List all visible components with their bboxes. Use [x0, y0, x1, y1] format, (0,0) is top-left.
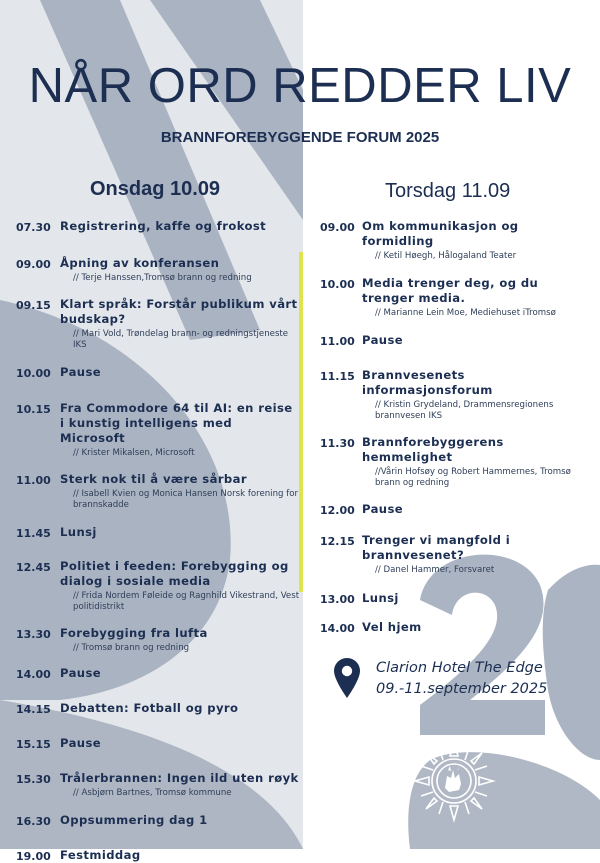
schedule-item — [16, 256, 300, 284]
day-heading-thursday: Torsdag 11.09 — [385, 180, 511, 202]
item-speaker: // Marianne Lein Moe, Mediehuset iTromsø — [375, 308, 556, 318]
schedule-item — [320, 533, 592, 576]
item-time: 11.30 — [320, 437, 355, 450]
item-time: 09.00 — [320, 221, 355, 234]
item-time: 14.00 — [16, 668, 51, 681]
page-title: NÅR ORD REDDER LIV — [28, 59, 572, 113]
item-title: Lunsj — [60, 525, 97, 539]
item-title: Trålerbrannen: Ingen ild uten røyk — [60, 771, 299, 785]
item-title: Klart språk: Forstår publikum vårt budskap? — [60, 297, 298, 326]
item-time: 14.15 — [16, 703, 51, 716]
item-time: 12.45 — [16, 561, 51, 574]
item-title: Fra Commodore 64 til AI: en reise i kunstig intelligens med Microsoft — [60, 401, 293, 445]
schedule-item — [16, 219, 300, 234]
item-title: Pause — [60, 666, 102, 680]
schedule-item — [320, 620, 592, 635]
venue-dates: 09.-11.september 2025 — [376, 681, 548, 697]
item-speaker: // Mari Vold, Trøndelag brann- og redningstjeneste IKS — [73, 329, 289, 350]
item-speaker: // Terje Hanssen,Tromsø brann og redning — [73, 273, 252, 283]
item-title: Brannvesenets informasjonsforum — [362, 368, 493, 397]
item-time: 14.00 — [320, 622, 355, 635]
schedule-item — [320, 591, 592, 606]
item-time: 11.15 — [320, 370, 355, 383]
item-speaker: // Krister Mikalsen, Microsoft — [73, 448, 195, 458]
item-speaker: //Vårin Hofsøy og Robert Hammernes, Tromsø brann og redning — [375, 467, 571, 488]
schedule-item — [16, 813, 300, 828]
schedule-item — [16, 297, 300, 351]
schedule-item — [16, 626, 300, 654]
schedule-thursday — [320, 219, 592, 635]
schedule-item — [16, 848, 300, 863]
item-speaker: // Danel Hammer, Forsvaret — [375, 565, 495, 575]
schedule-item — [320, 435, 592, 489]
item-title: Festmiddag — [60, 848, 141, 862]
schedule-item — [16, 771, 300, 799]
schedule-item — [16, 701, 300, 716]
schedule-wednesday — [16, 219, 300, 863]
item-time: 13.30 — [16, 628, 51, 641]
schedule-item — [320, 502, 592, 517]
map-pin-icon — [334, 658, 360, 698]
schedule-item — [320, 333, 592, 348]
item-title: Registrering, kaffe og frokost — [60, 219, 267, 233]
item-time: 13.00 — [320, 593, 355, 606]
item-speaker: // Isabell Kvien og Monica Hansen Norsk forening for brannskadde — [73, 489, 299, 510]
item-speaker: // Kristin Grydeland, Drammensregionens brannvesen IKS — [375, 400, 554, 421]
page-subtitle: BRANNFOREBYGGENDE FORUM 2025 — [160, 129, 440, 146]
schedule-item — [320, 368, 592, 422]
venue-name: Clarion Hotel The Edge — [376, 660, 543, 676]
item-time: 09.00 — [16, 258, 51, 271]
item-time: 07.30 — [16, 221, 51, 234]
item-title: Trenger vi mangfold i brannvesenet? — [362, 533, 511, 562]
item-speaker: // Ketil Høegh, Hålogaland Teater — [375, 251, 517, 261]
item-time: 09.15 — [16, 299, 51, 312]
schedule-item — [16, 525, 300, 540]
schedule-item — [16, 736, 300, 751]
item-time: 11.00 — [16, 474, 51, 487]
day-heading-wednesday: Onsdag 10.09 — [90, 178, 221, 200]
item-title: Forebygging fra lufta — [60, 626, 208, 640]
schedule-item — [16, 559, 300, 613]
item-speaker: // Tromsø brann og redning — [73, 643, 190, 653]
item-title: Politiet i feeden: Forebygging og dialog i sosiale media — [60, 559, 289, 588]
item-time: 12.00 — [320, 504, 355, 517]
schedule-item — [320, 219, 592, 262]
item-time: 15.30 — [16, 773, 51, 786]
fire-service-seal-icon — [413, 740, 495, 822]
item-speaker: // Asbjørn Bartnes, Tromsø kommune — [73, 788, 232, 798]
item-time: 11.45 — [16, 527, 51, 540]
item-title: Vel hjem — [362, 620, 422, 634]
item-time: 10.15 — [16, 403, 51, 416]
item-time: 12.15 — [320, 535, 355, 548]
item-title: Brannforebyggerens hemmelighet — [362, 435, 504, 464]
item-title: Media trenger deg, og du trenger media. — [362, 276, 539, 305]
item-speaker: // Frida Nordem Føleide og Ragnhild Vikestrand, Vest politidistrikt — [73, 591, 300, 612]
schedule-item — [16, 666, 300, 681]
item-title: Debatten: Fotball og pyro — [60, 701, 239, 715]
item-title: Pause — [362, 333, 404, 347]
item-title: Pause — [60, 736, 102, 750]
venue-info — [376, 658, 547, 700]
schedule-item — [16, 472, 300, 511]
item-time: 11.00 — [320, 335, 355, 348]
item-title: Åpning av konferansen — [60, 256, 220, 270]
item-title: Lunsj — [362, 591, 399, 605]
item-time: 19.00 — [16, 850, 51, 863]
schedule-item — [16, 365, 300, 380]
schedule-item — [320, 276, 592, 319]
item-time: 10.00 — [16, 367, 51, 380]
item-time: 15.15 — [16, 738, 51, 751]
schedule-item — [16, 401, 300, 459]
item-title: Sterk nok til å være sårbar — [60, 472, 247, 486]
item-title: Om kommunikasjon og formidling — [362, 219, 519, 248]
item-title: Pause — [362, 502, 404, 516]
item-time: 10.00 — [320, 278, 355, 291]
item-time: 16.30 — [16, 815, 51, 828]
item-title: Pause — [60, 365, 102, 379]
item-title: Oppsummering dag 1 — [60, 813, 208, 827]
